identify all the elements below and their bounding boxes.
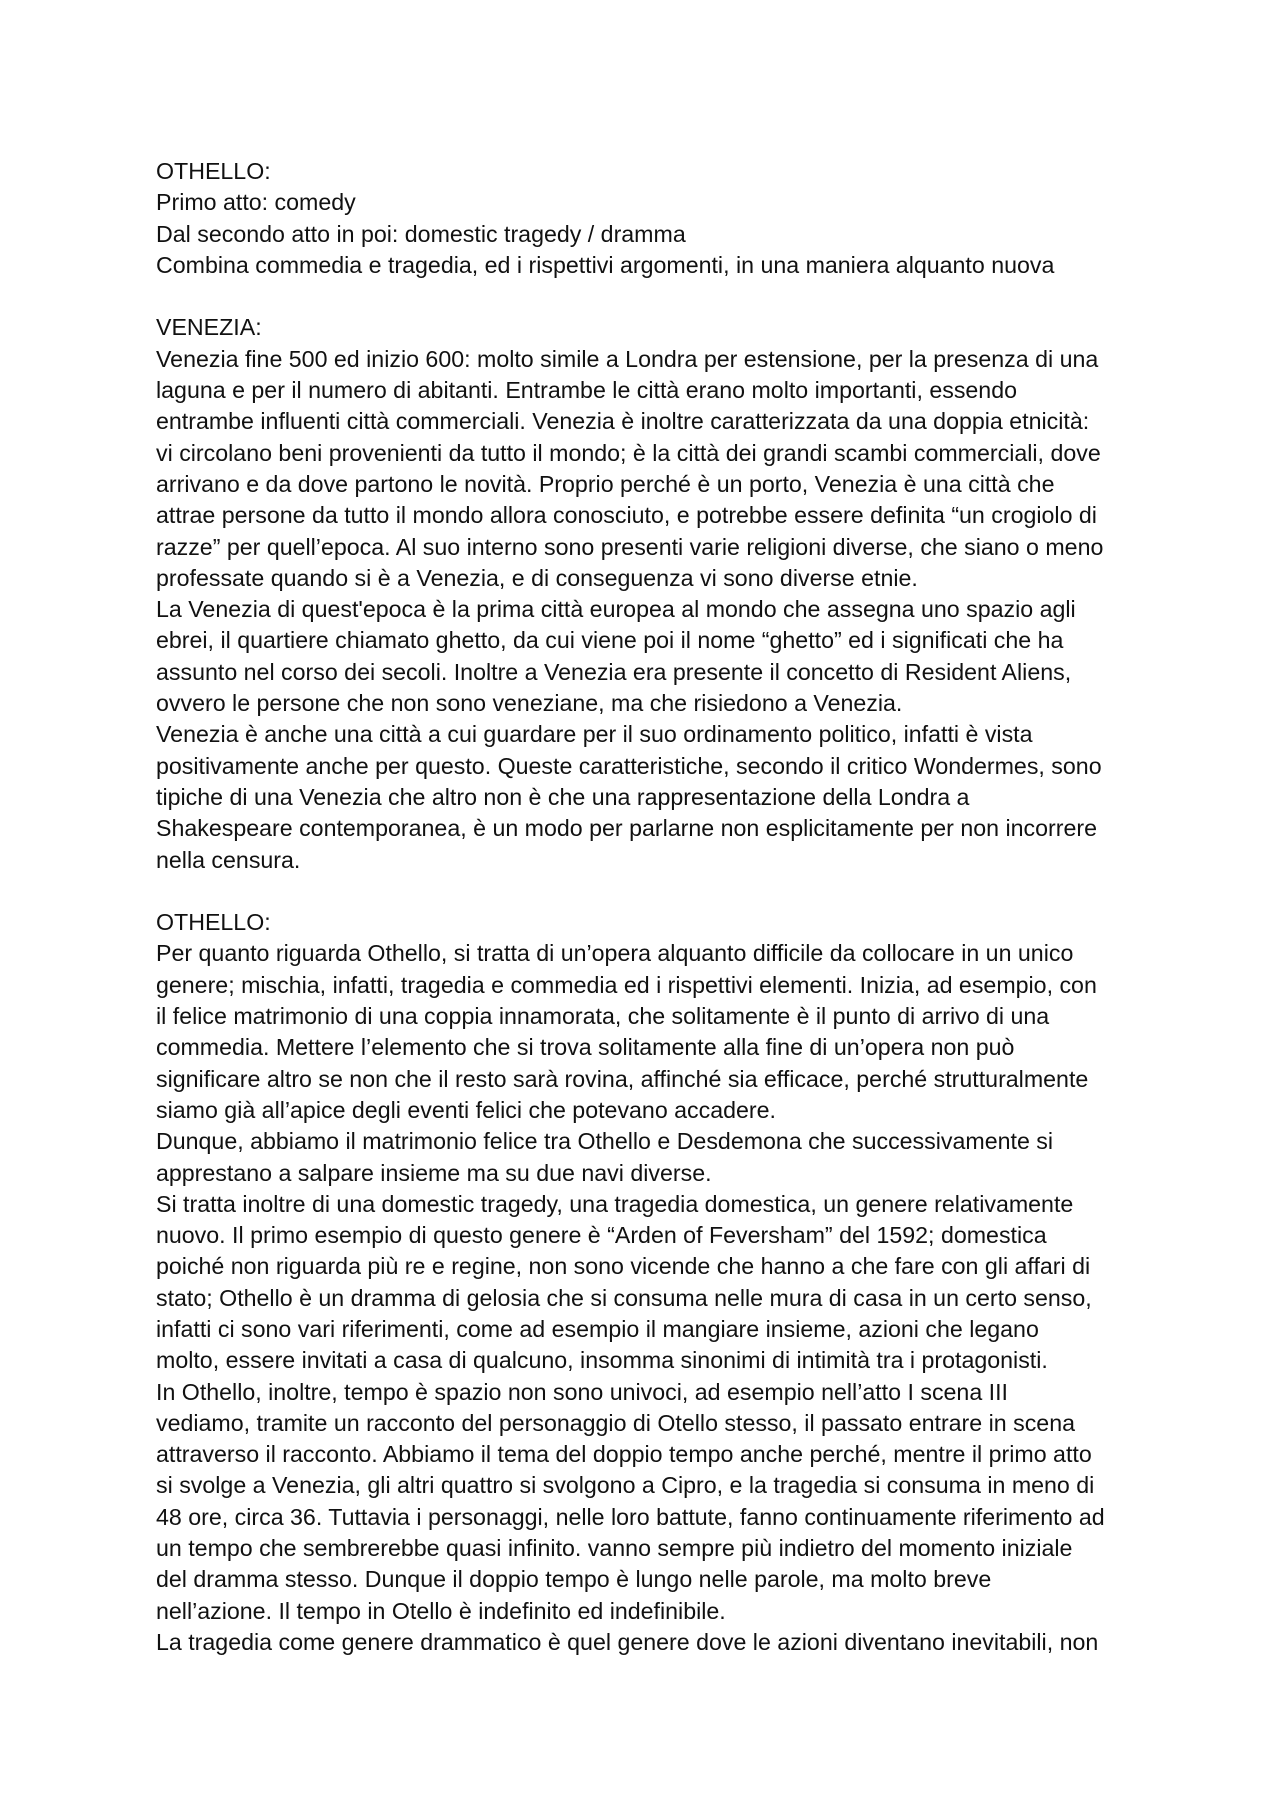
text-line: laguna e per il numero di abitanti. Entrambe le città erano molto importanti, essendo <box>156 377 1017 404</box>
text-line: Venezia è anche una città a cui guardare per il suo ordinamento politico, infatti è vista <box>156 721 1033 748</box>
text-line: Venezia fine 500 ed inizio 600: molto simile a Londra per estensione, per la presenza di una <box>156 345 1099 372</box>
text-line: ovvero le persone che non sono veneziane, ma che risiedono a Venezia. <box>156 690 903 717</box>
text-line: razze” per quell’epoca. Al suo interno sono presenti varie religioni diverse, che siano o meno <box>156 533 1104 560</box>
text-line: poiché non riguarda più re e regine, non sono vicende che hanno a che fare con gli affari di <box>156 1253 1091 1280</box>
text-line: tipiche di una Venezia che altro non è che una rappresentazione della Londra a <box>156 783 970 810</box>
text-line: 48 ore, circa 36. Tuttavia i personaggi, nelle loro battute, fanno continuamente riferimento ad <box>156 1503 1105 1530</box>
text-line: Per quanto riguarda Othello, si tratta di un’opera alquanto difficile da collocare in un unico <box>156 940 1074 967</box>
text-line: molto, essere invitati a casa di qualcuno, insomma sinonimi di intimità tra i protagonisti. <box>156 1347 1048 1374</box>
text-line: vi circolano beni provenienti da tutto il mondo; è la città dei grandi scambi commerciali, dove <box>156 439 1101 466</box>
text-line: il felice matrimonio di una coppia innamorata, che solitamente è il punto di arrivo di una <box>156 1003 1050 1030</box>
text-line: genere; mischia, infatti, tragedia e commedia ed i rispettivi elementi. Inizia, ad esempio, con <box>156 971 1097 998</box>
text-line: attrae persone da tutto il mondo allora conosciuto, e potrebbe essere definita “un crogiolo di <box>156 502 1097 529</box>
text-line: Dal secondo atto in poi: domestic tragedy / dramma <box>156 220 686 247</box>
text-line: OTHELLO: <box>156 158 271 184</box>
text-line: commedia. Mettere l’elemento che si trova solitamente alla fine di un’opera non può <box>156 1034 1015 1061</box>
text-line: nell’azione. Il tempo in Otello è indefinito ed indefinibile. <box>156 1597 726 1624</box>
text-line: In Othello, inoltre, tempo è spazio non sono univoci, ad esempio nell’atto I scena III <box>156 1378 1008 1405</box>
text-line: ebrei, il quartiere chiamato ghetto, da cui viene poi il nome “ghetto” ed i significati che ha <box>156 627 1064 654</box>
text-line: Si tratta inoltre di una domestic tragedy, una tragedia domestica, un genere relativamente <box>156 1190 1074 1217</box>
text-line: La Venezia di quest'epoca è la prima città europea al mondo che assegna uno spazio agli <box>156 596 1076 623</box>
text-line: un tempo che sembrerebbe quasi infinito. vanno sempre più indietro del momento iniziale <box>156 1535 1073 1562</box>
blank-line <box>156 876 1146 907</box>
text-line: VENEZIA: <box>156 314 262 341</box>
text-line: stato; Othello è un dramma di gelosia che si consuma nelle mura di casa in un certo senso, <box>156 1284 1092 1311</box>
text-line: nella censura. <box>156 846 301 873</box>
text-line: apprestano a salpare insieme ma su due navi diverse. <box>156 1159 712 1186</box>
text-line: OTHELLO: <box>156 909 271 936</box>
blank-line <box>156 281 1146 312</box>
text-line: significare altro se non che il resto sarà rovina, affinché sia efficace, perché strutturalmente <box>156 1065 1089 1092</box>
text-line: assunto nel corso dei secoli. Inoltre a Venezia era presente il concetto di Resident Aliens, <box>156 658 1072 685</box>
text-line: Shakespeare contemporanea, è un modo per parlarne non esplicitamente per non incorrere <box>156 815 1097 842</box>
text-line: vediamo, tramite un racconto del personaggio di Otello stesso, il passato entrare in scena <box>156 1409 1075 1436</box>
text-line: Combina commedia e tragedia, ed i rispettivi argomenti, in una maniera alquanto nuova <box>156 251 1055 278</box>
text-line: si svolge a Venezia, gli altri quattro si svolgono a Cipro, e la tragedia si consuma in meno di <box>156 1472 1095 1499</box>
text-line: attraverso il racconto. Abbiamo il tema del doppio tempo anche perché, mentre il primo atto <box>156 1441 1092 1468</box>
text-line: infatti ci sono vari riferimenti, come ad esempio il mangiare insieme, azioni che legano <box>156 1315 1039 1342</box>
text-line: arrivano e da dove partono le novità. Proprio perché è un porto, Venezia è una città che <box>156 470 1055 497</box>
text-line: siamo già all’apice degli eventi felici che potevano accadere. <box>156 1096 776 1123</box>
text-line: nuovo. Il primo esempio di questo genere è “Arden of Feversham” del 1592; domestica <box>156 1222 1047 1249</box>
text-line: Primo atto: comedy <box>156 189 356 216</box>
text-line: professate quando si è a Venezia, e di conseguenza vi sono diverse etnie. <box>156 564 918 591</box>
text-line: Dunque, abbiamo il matrimonio felice tra Othello e Desdemona che successivamente si <box>156 1128 1054 1155</box>
text-line: positivamente anche per questo. Queste caratteristiche, secondo il critico Wondermes, sono <box>156 752 1102 779</box>
document-page <box>156 156 1146 1658</box>
text-line: La tragedia come genere drammatico è quel genere dove le azioni diventano inevitabili, non <box>156 1628 1099 1655</box>
text-line: entrambe influenti città commerciali. Venezia è inoltre caratterizzata da una doppia etnicità: <box>156 408 1090 435</box>
text-line: del dramma stesso. Dunque il doppio tempo è lungo nelle parole, ma molto breve <box>156 1566 992 1593</box>
